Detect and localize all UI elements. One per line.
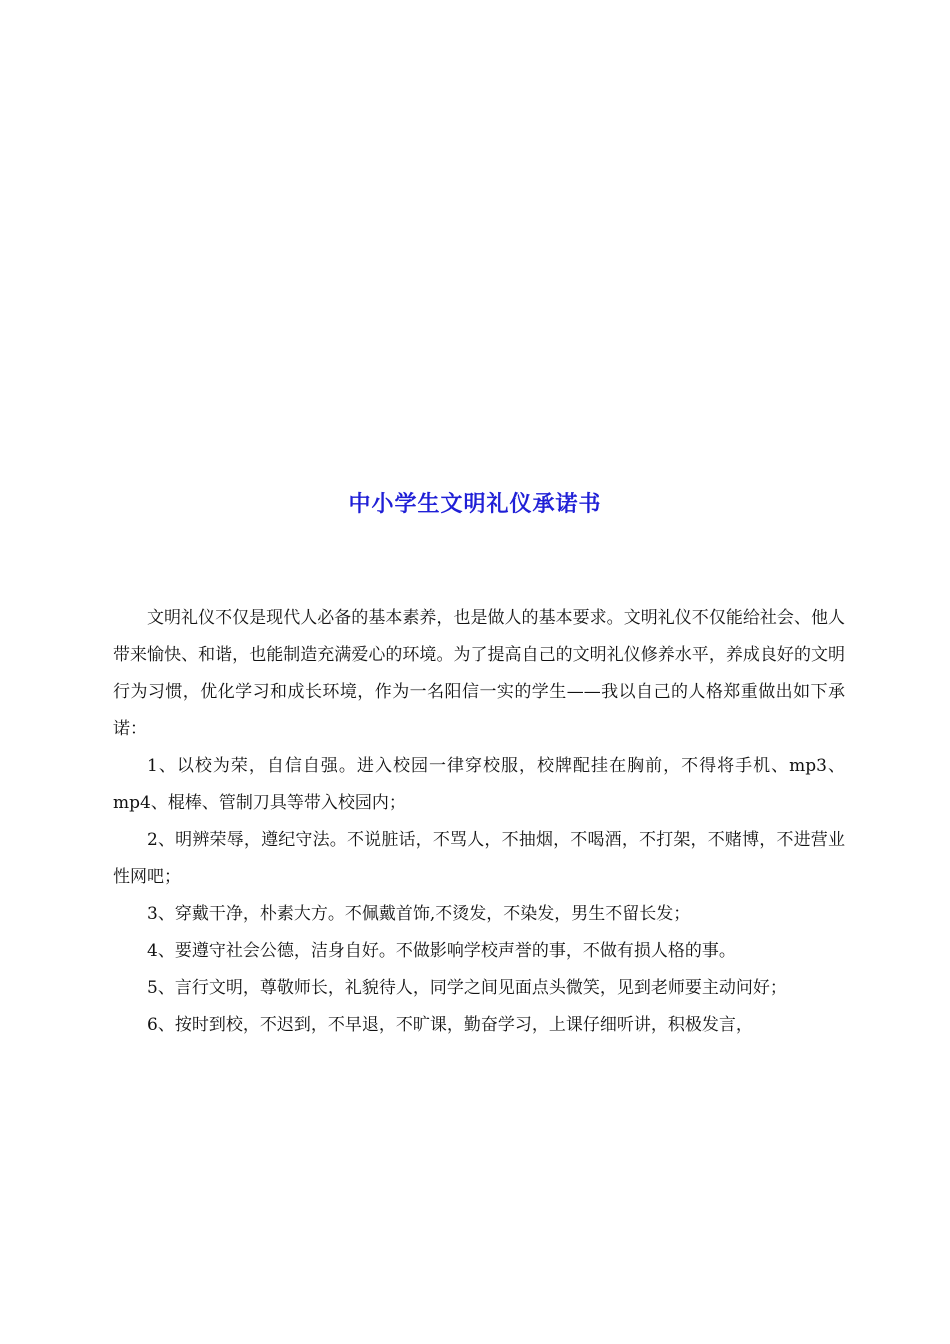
intro-paragraph: 文明礼仪不仅是现代人必备的基本素养，也是做人的基本要求。文明礼仪不仅能给社会、他人带来愉快、和谐，也能制造充满爱心的环境。为了提高自己的文明礼仪修养水平，养成良好的文明行为习惯，优化学习和成长环境，作为一名阳信一实的学生——我以自己的人格郑重做出如下承诺： xyxy=(113,608,845,739)
document-title: 中小学生文明礼仪承诺书 xyxy=(348,491,602,517)
commitment-item-6: 6、按时到校，不迟到，不早退，不旷课，勤奋学习，上课仔细听讲，积极发言， xyxy=(147,1015,753,1035)
commitment-item-4: 4、要遵守社会公德，洁身自好。不做影响学校声誉的事，不做有损人格的事。 xyxy=(147,941,736,961)
commitment-item-1: 1、以校为荣，自信自强。进入校园一律穿校服，校牌配挂在胸前，不得将手机、mp3、mp4、棍棒、管制刀具等带入校园内； xyxy=(113,756,845,813)
commitment-item-3: 3、穿戴干净，朴素大方。不佩戴首饰,不烫发，不染发，男生不留长发； xyxy=(147,904,691,924)
document-body xyxy=(113,600,845,1044)
commitment-item-5: 5、言行文明，尊敬师长，礼貌待人，同学之间见面点头微笑，见到老师要主动问好； xyxy=(147,978,787,998)
commitment-item-2: 2、明辨荣辱，遵纪守法。不说脏话，不骂人，不抽烟，不喝酒，不打架，不赌博，不进营业性网吧； xyxy=(113,830,845,887)
